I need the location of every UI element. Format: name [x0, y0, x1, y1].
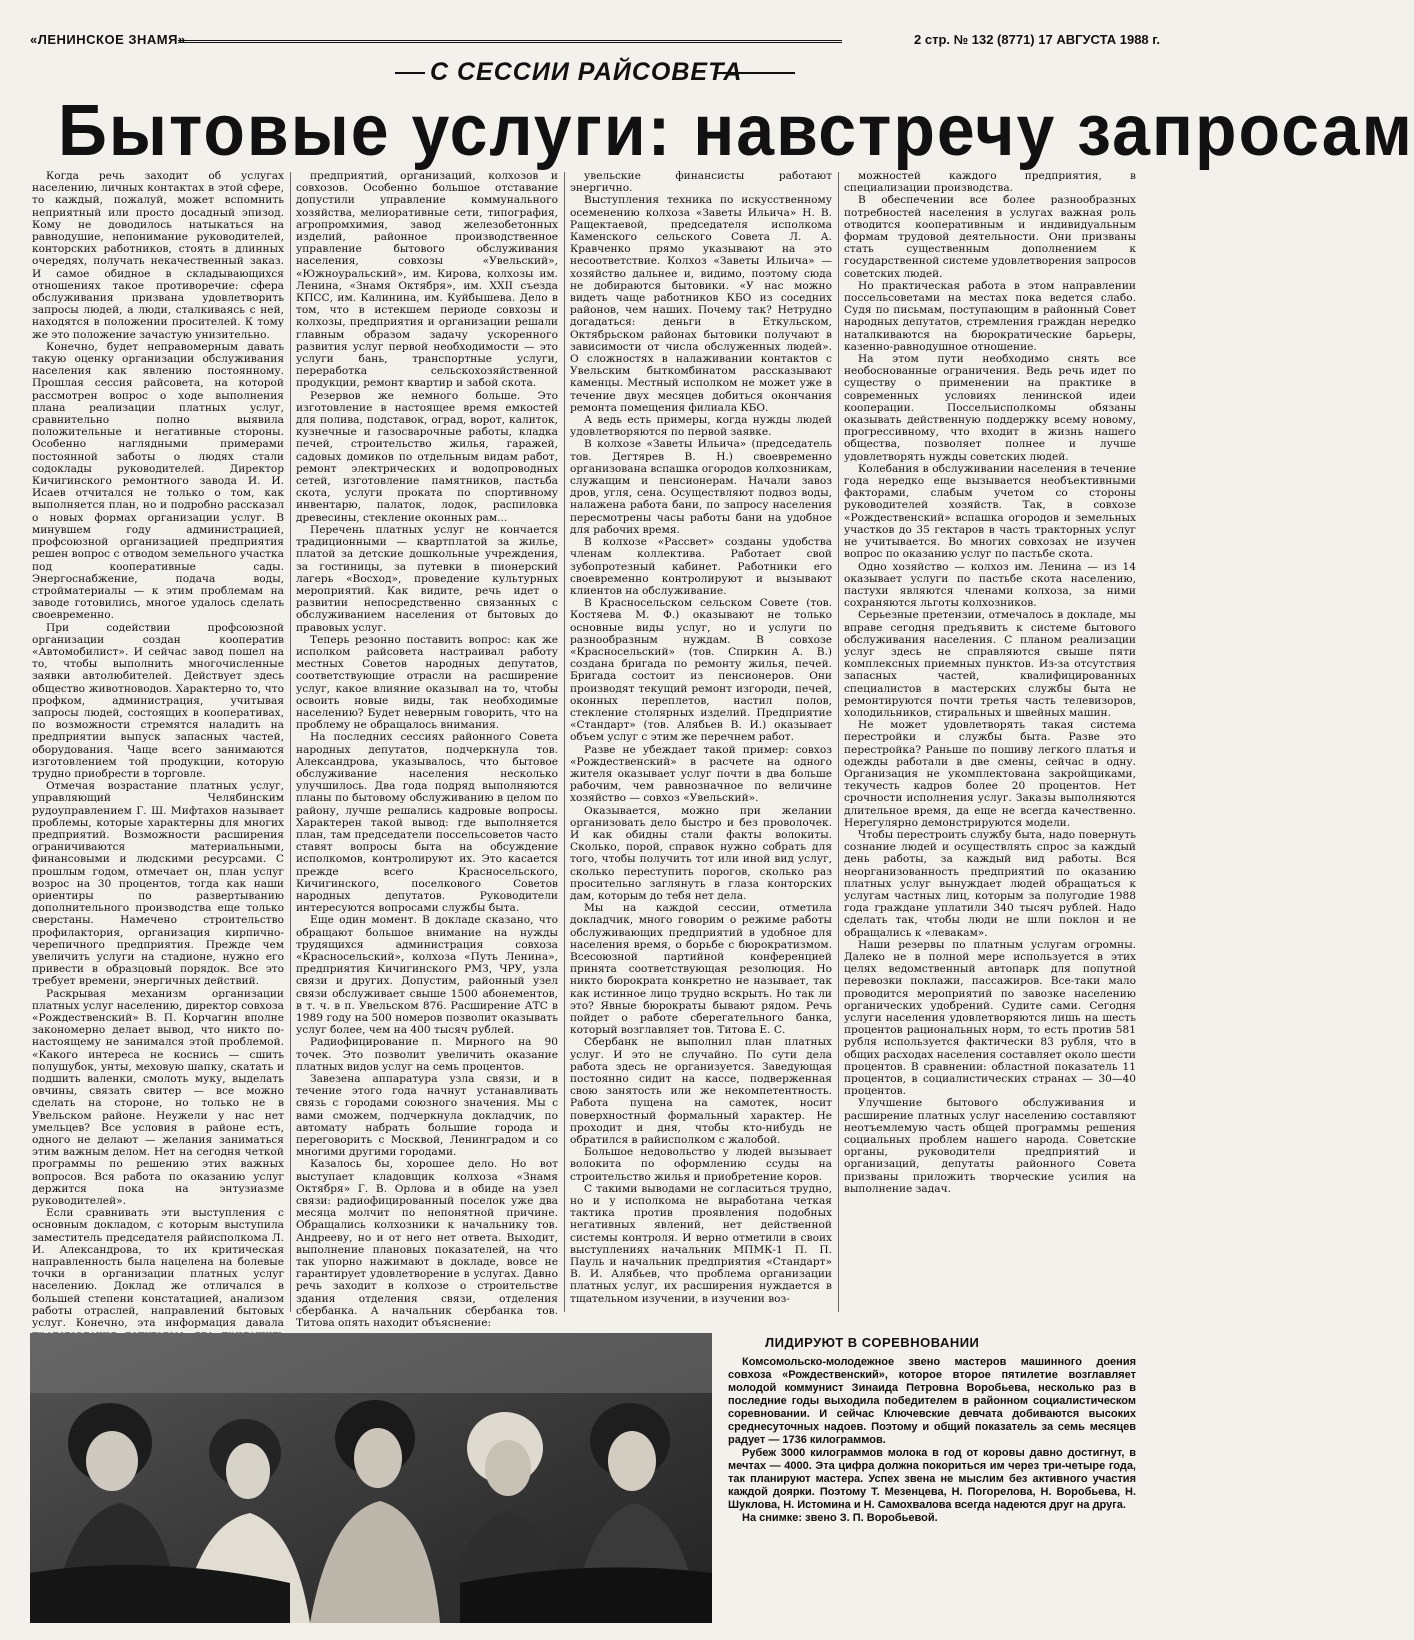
rubric-rule-left	[395, 72, 425, 74]
article-column-4	[844, 170, 1136, 1322]
article-paragraph: Еще один момент. В докладе сказано, что обращают большое внимание на нужды трудящихся администрация совхоза «Красносельский», колхоза «Путь Ленина», предприятия Кичигинского РМЗ, ЧРУ, узла связи и других. Допустим, районный узел связи обслуживает свыше 1500 абонементов, в т. ч. в п. Увельском 876. Расширение АТС в 1989 году на 500 номеров позволит оказывать услуг более, чем на 400 тысяч рублей.	[296, 914, 558, 1037]
article-paragraph: Улучшение бытового обслуживания и расширение платных услуг населению составляют неотъемлемую часть общей программы решения социальных проблем нашего народа. Советские органы, руководители предприятий и организаций, депутаты районного Совета призваны приложить творческие усилия на выполнение задач.	[844, 1097, 1136, 1195]
article-paragraph: Если сравнивать эти выступления с основным докладом, с которым выступила заместитель председателя райисполкома Л. И. Александрова, то их критическая направленность была нацелена на болевые точки в организации платных услуг населению. Доклад же отличался в большей степени констатацией, анализом работы отраслей, направлений бытовых услуг. Конечно, эта информация давала	[32, 1207, 284, 1330]
article-paragraph: Разве не убеждает такой пример: совхоз «Рождественский» в расчете на одного жителя оказывает услуг почти в два больше рабочим, чем равнозначное по величине хозяйство — совхоз «Увельский».	[570, 743, 832, 805]
article-paragraph: Чтобы перестроить службу быта, надо повернуть сознание людей и осуществлять спрос за каждый день работы, за каждый вид работы. Вся неорганизованность предприятий по оказанию платных услуг вынуждает людей обращаться к услугам частных лиц, которым за полугодие 1988 года граждане уплатили 340 тысяч рублей. Надо сделать так, чтобы люди не шли поклон и не обращались к «левакам».	[844, 828, 1136, 939]
article-column-1	[32, 170, 284, 1330]
article-paragraph: Радиофицирование п. Мирного на 90 точек. Это позволит увеличить оказание платных видов услуг на семь процентов.	[296, 1036, 558, 1073]
article-paragraph: Мы на каждой сессии, отметила докладчик, много говорим о режиме работы обслуживающих предприятий в удобное для населения время, о борьбе с бюрократизмом. Всесоюзной партийной конференцией принята соответствующая резолюция. Но никто бюрократа конкретно не называет, так как истинное лицо трудно вскрыть. Но так ли это? Явные бюрократы бывают рядом. Речь пойдет о работе сберегательного банка, который возглавляет тов. Титова Е. С.	[570, 902, 832, 1037]
article-paragraph: Когда речь заходит об услугах населению, личных контактах в этой сфере, то каждый, пожалуй, может вспомнить неприятный или просто досадный эпизод. Кому не доводилось натыкаться на равнодушие, непонимание руководителей, конторских работников, стоять в длинных очередях, получать некачественный заказ. И самое обидное в складывающихся отношениях такое противоречие: сфера обслуживания призвана удовлетворить запросы людей, а люди, сталкиваясь с ней, находятся в положении просителей. К тому же это положение зачастую унизительно.	[32, 170, 284, 341]
article-paragraph: Наши резервы по платным услугам огромны. Далеко не в полной мере используется в этих целях ведомственный автопарк для попутной перевозки поклажи, пассажиров. Все-таки мало проводится мероприятий по завозке населению органических удобрений. Судите сами. Сегодня услуги населения удовлетворяются лишь на шесть процентов рациональных норм, то есть против 581 рубля используется фактически 83 рубля, что в общих расходах населения составляет около шести процентов. В сравнении: областной показатель 11 процентов, в социалистических странах — 30—40 процентов.	[844, 938, 1136, 1098]
article-paragraph: Колебания в обслуживании населения в течение года нередко еще вызывается необъективными факторами, слабым учетом со стороны руководителей хозяйств. Так, в совхозе «Рождественский» вспашка огородов и земельных участков до 35 гектаров в часть тракторных услуг не учитывается. Во многих совхозах не изучен вопрос по оказанию услуг по пастьбе скота.	[844, 462, 1136, 561]
article-paragraph: Раскрывая механизм организации платных услуг населению, директор совхоза «Рождественский» В. П. Корчагин вполне закономерно делает вывод, что никто по-настоящему не занимался этой проблемой. «Какого интереса не коснись — сшить полушубок, унты, меховую шапку, скатать и подшить валенки, смолоть муку, выделать овчины, связать свитер — все можно сделать на стороне, но только не в Увельском районе. Неужели у нас нет умельцев? Все условия в районе есть, одного не делают — желания заниматься этим важным делом. Нет на сегодня четкой программы по решению этих важных вопросов. Вся работа по оказанию услуг держится пока на энтузиазме руководителей».	[32, 987, 284, 1208]
article-paragraph: можностей каждого предприятия, в специализации производства.	[844, 170, 1136, 195]
rubric-rule-right	[715, 72, 795, 74]
article-paragraph: При содействии профсоюзной организации создан кооператив «Автомобилист». И сейчас завод пошел на то, чтобы выполнить многочисленные заявки автолюбителей. Действует здесь общество животноводов. Характерно то, что профком, администрация, учитывая запросы людей, состоящих в кооперативах, по возможности стремятся наладить на предприятии выпуск запасных частей, оборудования. Чаще всего занимаются изготовлением той продукции, которую трудно приобрести в торговле.	[32, 621, 284, 780]
article-paragraph: В колхозе «Заветы Ильича» (председатель тов. Дегтярев В. Н.) своевременно организована вспашка огородов колхозникам, служащим и пенсионерам. Начали завоз дров, угля, сена. Осуществляют подвоз воды, налажена работа бани, по запросу населения пересмотрены часы работы бани на удобное для рабочих время.	[570, 438, 832, 536]
article-paragraph: Выступления техника по искусственному осеменению колхоза «Заветы Ильича» Н. В. Ращектаевой, председателя исполкома Каменского сельского Совета Л. А. Кравченко прямо указывают на это несоответствие. Колхоз «Заветы Ильича» — хозяйство дальнее и, видимо, поэтому сюда не добираются бытовики. «У нас можно видеть чаще работников КБО из соседних районов, чем наших. Почему так? Нетрудно догадаться: деньги в Еткульском, Октябрьском районах бытовики получают в зависимости от числа обслуженных людей». О сложностях в налаживании контактов с Увельским быткомбинатом рассказывают каменцы. Местный исполком не может уже в течение двух месяцев добиться окончания ремонта помещения филиала КБО.	[570, 194, 832, 414]
article-paragraph: Перечень платных услуг не кончается традиционными — квартплатой за жилье, платой за детские дошкольные учреждения, за гостиницы, за путевки в пионерский лагерь «Восход», проведение культурных мероприятий. Как видите, речь идет о развитии непосредственно связанных с обслуживанием населения от бытовых до правовых услуг.	[296, 523, 558, 634]
article-paragraph: На этом пути необходимо снять все необоснованные ограничения. Ведь речь идет по существу о применении на практике в современных условиях ленинской идеи кооперации. Поссельисполкомы обязаны оказывать действенную поддержку всему новому, прогрессивному, что входит в жизнь нашего общества, позволяет полнее и лучше удовлетворять нужды советских людей.	[844, 353, 1136, 463]
masthead	[30, 32, 1160, 52]
sidebar-title: ЛИДИРУЮТ В СОРЕВНОВАНИИ	[765, 1335, 980, 1350]
column-divider	[290, 172, 291, 1312]
article-paragraph: В Красносельском сельском Совете (тов. Костяева М. Ф.) оказывают не только основные виды услуг, но и услуги по разнообразным нуждам. В совхозе «Красносельский» (тов. Спиркин А. В.) создана бригада по ремонту жилья, печей. Бригада состоит из пенсионеров. Они производят текущий ремонт изгороди, печей, оконных переплетов, настил полов, стекление столярных изделий. Предприятие «Стандарт» (тов. Алябьев В. И.) оказывает объем услуг с этим же перечнем работ.	[570, 597, 832, 744]
article-paragraph: Теперь резонно поставить вопрос: как же исполком райсовета настраивал работу местных Советов народных депутатов, соответствующие отрасли на расширение услуг, какое влияние оказывал на то, чтобы освоить новые виды, так необходимые населению? Будет неверным говорить, что на проблему не обращалось внимания.	[296, 633, 558, 732]
article-paragraph: Резервов же немного больше. Это изготовление в настоящее время емкостей для полива, подставок, оград, ворот, калиток, кузнечные и газосварочные работы, кладка печей, строительство жилья, гаражей, садовых домиков по отдельным видам работ, ремонт электрических и водопроводных сетей, изготовление памятников, пастьба скота, услуги проката по спортивному инвентарю, палаток, лодок, распиловка древесины, стекление оконных рам...	[296, 389, 558, 524]
article-paragraph: В колхозе «Рассвет» созданы удобства членам коллектива. Работает свой зубопротезный кабинет. Работники его своевременно контролируют и вызывают клиентов на обслуживание.	[570, 536, 832, 597]
article-paragraph: Конечно, будет неправомерным давать такую оценку организации обслуживания населения как явлению постоянному. Прошлая сессия райсовета, на которой рассмотрен вопрос о ходе выполнения плана реализации платных услуг, сравнительно полно выявила положительные и негативные стороны. Особенно наглядными примерами постоянной заботы о людях стали содоклады руководителей. Директор Кичигинского ремонтного завода И. И. Исаев отчитался не только о том, как выполняется план, но и подробно рассказал о новых формах организации услуг. В минувшем году администрацией, профсоюзной организацией предприятия решен вопрос с отводом земельного участка под кооперативные сады. Энергоснабжение, подача воды, стройматериалы — к этим проблемам на заводе готовились, многое удалось сделать своевременно.	[32, 340, 284, 622]
article-paragraph: Но практическая работа в этом направлении поссельсоветами на местах пока ведется слабо. Судя по письмам, поступающим в районный Совет народных депутатов, стремления граждан нередко наталкиваются на бюрократические барьеры, казенно-равнодушное отношение.	[844, 279, 1136, 353]
article-paragraph: Завезена аппаратура узла связи, и в течение этого года начнут устанавливать связь с городами союзного значения. Мы с вами сможем, подчеркнула докладчик, по автомату набрать большие города и переговорить с Москвой, Ленинградом и со многими другими городами.	[296, 1073, 558, 1159]
article-paragraph: Сбербанк не выполнил план платных услуг. И это не случайно. По сути дела работа здесь не организуется. Заведующая постоянно сидит на кассе, подверженная свою занятость или же некомпетентность. Работа пущена на самотек, носит поверхностный формальный характер. Не проходит и дня, чтобы кто-нибудь не обратился в райисполком с жалобой.	[570, 1036, 832, 1147]
team-photo	[30, 1333, 712, 1623]
sidebar-paragraph: Рубеж 3000 килограммов молока в год от коровы давно достигнут, в мечтах — 4000. Эта цифра должна покориться им через три-четыре года, так планируют мастера. Успех звена не мыслим без активного участия каждой доярки. Поэтому Т. Мезенцева, Н. Погорелова, Н. Воробьева, Н. Шуклова, Н. Истомина и Н. Самохвалова всегда надеются друг на друга.	[728, 1447, 1136, 1511]
article-paragraph: Не может удовлетворять такая система перестройки и службы быта. Разве это перестройка? Раньше по пошиву легкого платья и одежды работали в две смены, сейчас в одну. Организация не укомплектована закройщиками, текучесть кадров более 20 процентов. Нет срочности исполнения услуг. Заказы выполняются длительное время, да еще не всегда качественно. Нерегулярно демонстрируются модели.	[844, 719, 1136, 829]
masthead-rule	[178, 40, 842, 46]
sidebar-paragraph: Комсомольско-молодежное звено мастеров машинного доения совхоза «Рождественский», которое второе пятилетие возглавляет молодой коммунист Зинаида Петровна Воробьева, несколько раз в последние годы выходила победителем в районном социалистическом соревновании. И сейчас Ключевские девчата добиваются высоких среднесуточных надоев. Поэтому и общий показатель за семь месяцев радует — 1736 килограммов.	[728, 1356, 1136, 1446]
issue-info: 2 стр. № 132 (8771) 17 АВГУСТА 1988 г.	[914, 32, 1160, 47]
article-paragraph: Отмечая возрастание платных услуг, управляющий Челябинским рудоуправлением Г. Ш. Мифтахов называет проблемы, которые характерны для многих предприятий. Возможности расширения ограничиваются материальными, финансовыми и людскими ресурсами. С прошлым годом, отмечает он, план услуг возрос на 30 процентов, тогда как наши ориентиры по развертыванию дополнительного производства еще только сверстаны. Намечено строительство профилактория, организация кирпично-черепичного предприятия. Прежде чем увеличить услуги на стадионе, нужно его привести в образцовый порядок. Все это требует времени, энергичных действий.	[32, 780, 284, 988]
rubric: С СЕССИИ РАЙСОВЕТА	[430, 58, 743, 86]
newspaper-name: «ЛЕНИНСКОЕ ЗНАМЯ»	[30, 32, 186, 47]
article-paragraph: увельские финансисты работают энергично.	[570, 170, 832, 195]
article-paragraph: Одно хозяйство — колхоз им. Ленина — из 14 оказывает услуги по пастьбе скота населению, пастухи являются членами колхоза, за ними сохраняются льготы колхозников.	[844, 560, 1136, 610]
article-paragraph: В обеспечении все более разнообразных потребностей населения в услугах важная роль отводится кооперативным и индивидуальным формам трудовой деятельности. Они призваны стать существенным дополнением к государственной системе удовлетворения запросов советских людей.	[844, 194, 1136, 280]
article-paragraph: Оказывается, можно при желании организовать дело быстро и без проволочек. И как обидны стали факты волокиты. Сколько, порой, справок нужно собрать для того, чтобы получить тот или иной вид услуг, сколько переступить порогов, сколько раз просительно заглянуть в глаза конторских дам, которым до тебя нет дела.	[570, 804, 832, 902]
column-divider	[838, 172, 839, 1312]
sidebar-article	[728, 1356, 1136, 1626]
photo-caption: На снимке: звено З. П. Воробьевой.	[742, 1512, 938, 1524]
article-column-2	[296, 170, 558, 1330]
article-column-3	[570, 170, 832, 1322]
headline: Бытовые услуги: навстречу запросам	[58, 90, 1414, 171]
article-paragraph: На последних сессиях районного Совета народных депутатов, подчеркнула тов. Александрова, указывалось, что бытовое обслуживание населения несколько улучшилось. Два года подряд выполняются планы по бытовому обслуживанию в целом по району, лучше решались кадровые вопросы. Характерен такой вывод: где выполняется план, там председатели поссельсоветов часто ставят вопросы быта на обсуждение исполкомов, контролируют их. Это касается прежде всего Красносельского, Кичигинского, поселкового Советов народных депутатов. Руководители интересуются вопросами службы быта.	[296, 731, 558, 915]
article-paragraph: С такими выводами не согласиться трудно, но и у исполкома не выработана четкая тактика против проявления подобных негативных явлений, нет действенной системы контроля. И верно отметили в своих выступлениях начальник МПМК-1 П. П. Пауль и начальник предприятия «Стандарт» В. И. Алябьев, что проблема организации платных услуг, их расширения нуждается в тщательном изучении, в изучении воз-	[570, 1182, 832, 1305]
article-paragraph: Казалось бы, хорошее дело. Но вот выступает кладовщик колхоза «Знамя Октября» Г. В. Орлова и в обиде на узел связи: радиофицированный поселок уже два месяца молчит по непонятной причине. Обращались колхозники к начальнику тов. Андрееву, но и от него нет ответа. Выходит, выполнение плановых показателей, на что так упорно нажимают в докладе, вовсе не гарантирует удовлетворение в услугах. Давно речь заходит в колхозе о строительстве здания отделения связи, отделения сбербанка. А начальник сбербанка тов. Титова опять находит объяснение:	[296, 1158, 558, 1330]
column-divider	[564, 172, 565, 1312]
article-paragraph: предприятий, организаций, колхозов и совхозов. Особенно большое отставание допустили управление коммунального хозяйства, мелиоративные сети, типография, агропромхимия, завод железобетонных изделий, районное производственное управление бытового обслуживания населения, совхозы «Увельский», «Южноуральский», им. Кирова, колхозы им. Ленина, «Знамя Октября», им. XXII съезда КПСС, им. Калинина, им. Куйбышева. Дело в том, что в истекшем периоде совхозы и колхозы, предприятия и организации решали главным образом задачу ускоренного развития услуг первой необходимости — это услуги бань, транспортные услуги, переработка сельскохозяйственной продукции, ремонт квартир и забой скота.	[296, 170, 558, 390]
article-paragraph: Большое недовольство у людей вызывает волокита по оформлению ссуды на строительство жилья и приобретение коров.	[570, 1146, 832, 1183]
article-paragraph: А ведь есть примеры, когда нужды людей удовлетворяются по первой заявке.	[570, 414, 832, 439]
article-paragraph: Серьезные претензии, отмечалось в докладе, мы вправе сегодня предъявить к системе бытового обслуживания населения. С планом реализации услуг здесь не справляются свыше пяти комплексных приемных пунктов. Из-за отсутствия запасных частей, квалифицированных специалистов в мастерских службы быта не ремонтируются почти третья часть телевизоров, холодильников, стиральных и швейных машин.	[844, 609, 1136, 719]
